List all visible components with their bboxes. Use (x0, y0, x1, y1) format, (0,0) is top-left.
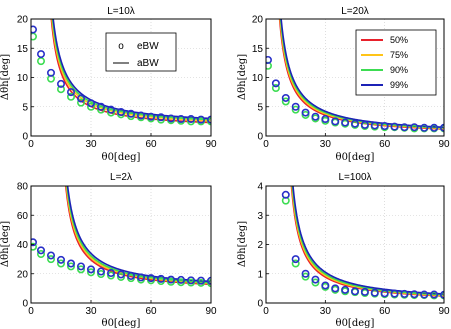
legend-type (106, 33, 176, 71)
y-tick-label: 5 (22, 102, 28, 114)
x-tick-label: 0 (263, 306, 269, 317)
grid (31, 186, 211, 303)
y-axis-label: Δθh[deg] (0, 220, 11, 268)
ebw-marker (273, 145, 279, 151)
legend-label-50: 50% (390, 35, 409, 45)
legend-label-abw: aBW (137, 58, 159, 69)
legend-label-ebw: eBW (137, 41, 159, 52)
y-tick-label: 20 (16, 269, 28, 281)
y-tick-label: 10 (251, 73, 263, 84)
x-tick-label: 90 (438, 139, 450, 150)
x-tick-label: 30 (85, 306, 97, 317)
x-axis-label: θ0[deg] (101, 152, 141, 163)
chart-title: L=10λ (107, 6, 135, 17)
x-tick-label: 60 (379, 306, 391, 317)
ebw-marker (38, 51, 44, 57)
x-tick-label: 60 (145, 306, 157, 317)
y-axis-label: Δθh[deg] (0, 53, 11, 101)
y-tick-label: 60 (16, 210, 28, 222)
x-axis-label: θ0[deg] (101, 318, 141, 329)
chart-title: L=2λ (110, 172, 132, 183)
chart-panel-l10 (0, 0, 217, 163)
x-tick-label: 60 (145, 139, 157, 150)
y-tick-label: 0 (257, 131, 263, 143)
x-tick-label: 90 (205, 306, 217, 317)
y-tick-label: 15 (251, 43, 263, 55)
chart-panel-l20 (237, 0, 450, 163)
legend-marker-symbol: o (118, 41, 124, 52)
y-axis-label: Δθh[deg] (237, 53, 248, 101)
legend-label-90: 90% (390, 65, 409, 75)
x-tick-label: 30 (319, 139, 331, 150)
chart-title: L=20λ (341, 6, 369, 17)
y-tick-label: 40 (16, 240, 28, 251)
x-tick-label: 60 (379, 139, 391, 150)
x-axis-label: θ0[deg] (335, 152, 375, 163)
y-axis-label: Δθh[deg] (237, 220, 248, 268)
y-tick-label: 3 (257, 210, 263, 222)
y-tick-label: 15 (16, 43, 28, 55)
x-axis-label: θ0[deg] (335, 318, 375, 329)
y-tick-label: 5 (257, 102, 263, 114)
x-tick-label: 30 (85, 139, 97, 150)
ebw-marker (292, 256, 298, 262)
x-tick-label: 30 (319, 306, 331, 317)
x-tick-label: 0 (263, 139, 269, 150)
legend-percentile (356, 30, 436, 95)
ebw-marker-low (273, 154, 279, 160)
y-tick-label: 0 (22, 131, 28, 143)
x-tick-label: 90 (438, 306, 450, 317)
y-tick-label: 1 (257, 269, 263, 281)
y-tick-label: 2 (257, 240, 263, 251)
legend-label-75: 75% (390, 50, 409, 60)
y-tick-label: 0 (257, 298, 263, 310)
y-tick-label: 20 (251, 14, 263, 26)
ebw-marker-low (38, 58, 44, 64)
legend-label-99: 99% (390, 80, 409, 90)
y-tick-label: 0 (22, 298, 28, 310)
y-tick-label: 4 (257, 181, 263, 193)
y-tick-label: 80 (16, 181, 28, 193)
y-tick-label: 10 (16, 73, 28, 84)
tick-labels (17, 182, 217, 318)
x-tick-label: 90 (205, 139, 217, 150)
x-tick-label: 0 (28, 306, 34, 317)
x-tick-label: 0 (28, 139, 34, 150)
y-tick-label: 20 (16, 14, 28, 26)
chart-title: L=100λ (338, 172, 372, 183)
